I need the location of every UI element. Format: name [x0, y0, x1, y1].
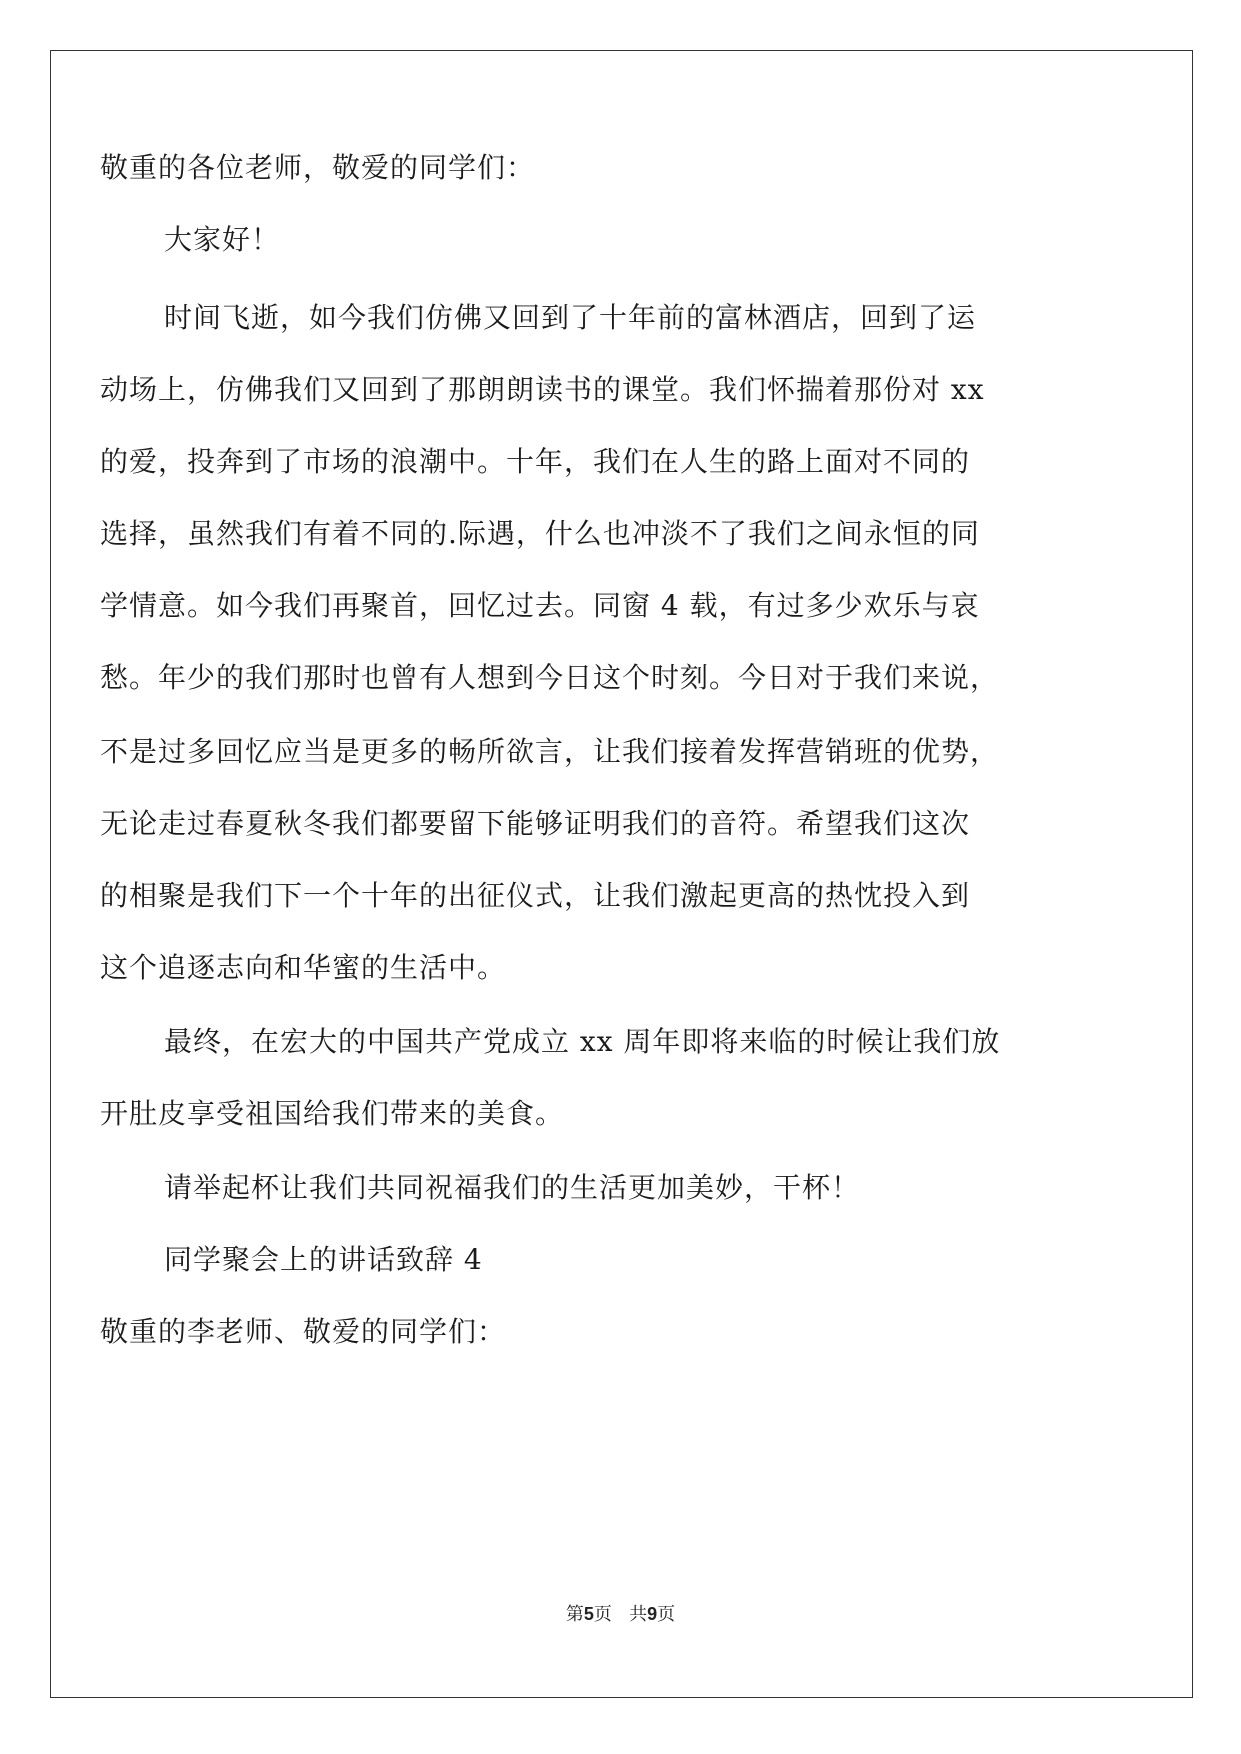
total-page-number: 9: [647, 1604, 658, 1624]
paragraph-line: 的爱，投奔到了市场的浪潮中。十年，我们在人生的路上面对不同的: [100, 445, 971, 478]
page-footer: [0, 1602, 1241, 1627]
paragraph-line: 不是过多回忆应当是更多的畅所欲言，让我们接着发挥营销班的优势，: [100, 735, 1000, 768]
current-page-number: 5: [583, 1604, 594, 1624]
paragraph-line: 动场上，仿佛我们又回到了那朗朗读书的课堂。我们怀揣着那份对 xx: [100, 373, 985, 406]
total-prefix: 共: [629, 1604, 648, 1625]
paragraph-line: 这个追逐志向和华蜜的生活中。: [100, 951, 507, 984]
total-suffix: 页: [657, 1604, 676, 1625]
paragraph-line: 愁。年少的我们那时也曾有人想到今日这个时刻。今日对于我们来说，: [100, 661, 1000, 694]
greeting-line: 大家好！: [164, 223, 281, 256]
paragraph-line: 无论走过春夏秋冬我们都要留下能够证明我们的音符。希望我们这次: [100, 807, 971, 840]
page-frame: [50, 50, 1193, 1698]
paragraph-line: 时间飞逝，如今我们仿佛又回到了十年前的富林酒店，回到了运: [164, 301, 977, 334]
paragraph-line: 最终，在宏大的中国共产党成立 xx 周年即将来临的时候让我们放: [164, 1025, 1001, 1058]
paragraph-line: 开肚皮享受祖国给我们带来的美食。: [100, 1097, 565, 1130]
paragraph-line: 的相聚是我们下一个十年的出征仪式，让我们激起更高的热忱投入到: [100, 879, 971, 912]
paragraph-line: 请举起杯让我们共同祝福我们的生活更加美妙，干杯！: [164, 1171, 861, 1204]
page-suffix: 页: [593, 1604, 612, 1625]
salutation-line: 敬重的各位老师，敬爱的同学们：: [100, 151, 536, 184]
page-prefix: 第: [565, 1604, 584, 1625]
paragraph-line: 学情意。如今我们再聚首，回忆过去。同窗 4 载，有过多少欢乐与哀: [100, 589, 980, 622]
paragraph-line: 选择，虽然我们有着不同的.际遇，什么也冲淡不了我们之间永恒的同: [100, 517, 980, 550]
section-heading: 同学聚会上的讲话致辞 4: [164, 1243, 483, 1276]
salutation-line: 敬重的李老师、敬爱的同学们：: [100, 1315, 507, 1348]
